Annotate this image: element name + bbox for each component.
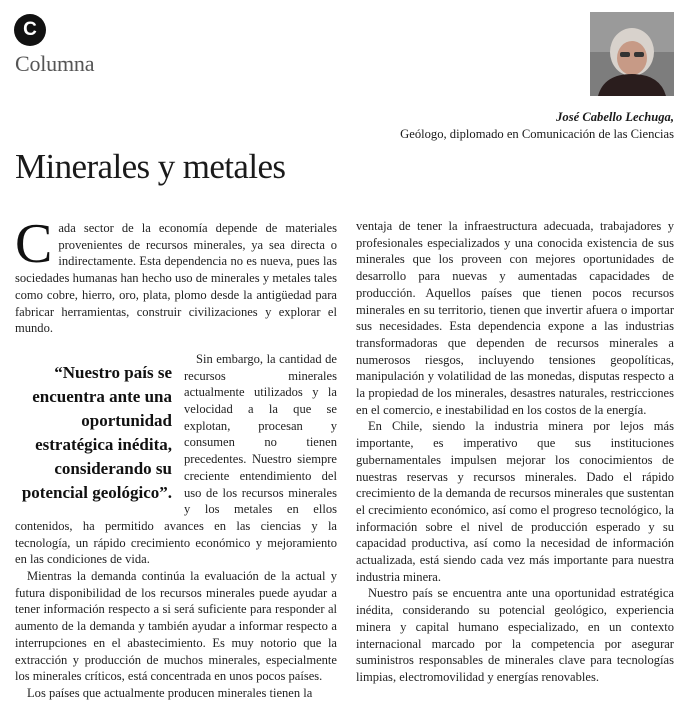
paragraph-text: ada sector de la economía depende de materiales provenientes de recursos minerales, ya sea directa o indirectamente. Esta dependencia no es nueva, pues las sociedades humanas han hecho uso de minerales y metales tales como cobre, hierro, oro, plata, plomo desde la antigüedad para fabricar herramientas, construir civilizaciones y explorar el mundo. bbox=[15, 221, 337, 336]
author-photo bbox=[590, 12, 674, 96]
author-name: José Cabello Lechuga, bbox=[556, 110, 674, 124]
author-portrait-image bbox=[590, 12, 674, 96]
paragraph: Los países que actualmente producen minerales tienen la bbox=[27, 685, 313, 700]
article-column-left bbox=[15, 213, 337, 702]
drop-cap: C bbox=[15, 213, 53, 275]
pull-quote: “Nuestro país se encuentra ante una oportunidad estratégica inédita, considerando su potencial geológico”. bbox=[21, 362, 172, 502]
paragraph bbox=[15, 213, 337, 337]
article-headline: Minerales y metales bbox=[15, 147, 286, 186]
paragraph: ventaja de tener la infraestructura adecuada, trabajadores y profesionales especializados y una conocida existencia de sus minerales que los proveen con mejores oportunidades de desarrollo para nuevas y aumentadas capacidades de producción. Aquellos países que tienen pocos recursos minerales en su territorio, tienen que invertir afuera o importar sus necesidades. Esta dependencia expone a las industrias transformadoras que dependen de recursos minerales a numerosos riesgos, incluyendo tensiones geopolíticas, manipulación y volatilidad de las monedas, disputas respecto a la propiedad de los minerales, desastres naturales, restricciones en el comercio, e inestabilidad en los costos de la energía. bbox=[356, 219, 674, 417]
article-column-right bbox=[356, 218, 674, 686]
section-label: Columna bbox=[15, 51, 95, 76]
author-title: Geólogo, diplomado en Comunicación de las Ciencias bbox=[400, 127, 674, 141]
pullquote-wrap bbox=[15, 351, 337, 568]
paragraph: Mientras la demanda continúa la evaluación de la actual y futura disponibilidad de los recursos minerales puede ayudar a tener información respecto a si será suficiente para responder al aumento de la demanda y también ayudar a informar respecto a interrupciones en el abastecimiento. Es muy notorio que la extracción y producción de muchos minerales, especialmente los minerales críticos, está concentrada en unos pocos países. bbox=[15, 569, 337, 684]
author-byline bbox=[400, 109, 674, 143]
section-badge: C bbox=[14, 14, 46, 46]
paragraph: Nuestro país se encuentra ante una oportunidad estratégica inédita, considerando su potencial geológico, experiencia minera y capital humano especializado, en un contexto internacional marcado por la competencia por asegurar suministros responsables de minerales clave para tecnologías limpias, electromovilidad y energías renovables. bbox=[356, 586, 674, 684]
paragraph: En Chile, siendo la industria minera por lejos más importante, es imperativo que sus instituciones gubernamentales impulsen mejorar los conocimientos de nuestras reservas y recursos minerales. Dado el rápido crecimiento de la demanda de recursos minerales que sustentan el crecimiento económico, así como el progreso tecnológico, la información sobre el nivel de producción esperado y su capacidad productiva, así como la necesidad de información actualizada, está siendo cada vez más importante para nuestra industria minera. bbox=[356, 419, 674, 584]
paragraph: Sin embargo, la cantidad de recursos minerales actualmente utilizados y la velocidad a la que se explotan, procesan y consumen no tienen precedentes. Nuestro siempre creciente entendimiento del uso de los recursos minerales y los metales en ellos contenidos, ha permitido avances en las ciencias y la tecnología, un rápido crecimiento económico y mejoramiento en las condiciones de vida. bbox=[15, 351, 337, 567]
